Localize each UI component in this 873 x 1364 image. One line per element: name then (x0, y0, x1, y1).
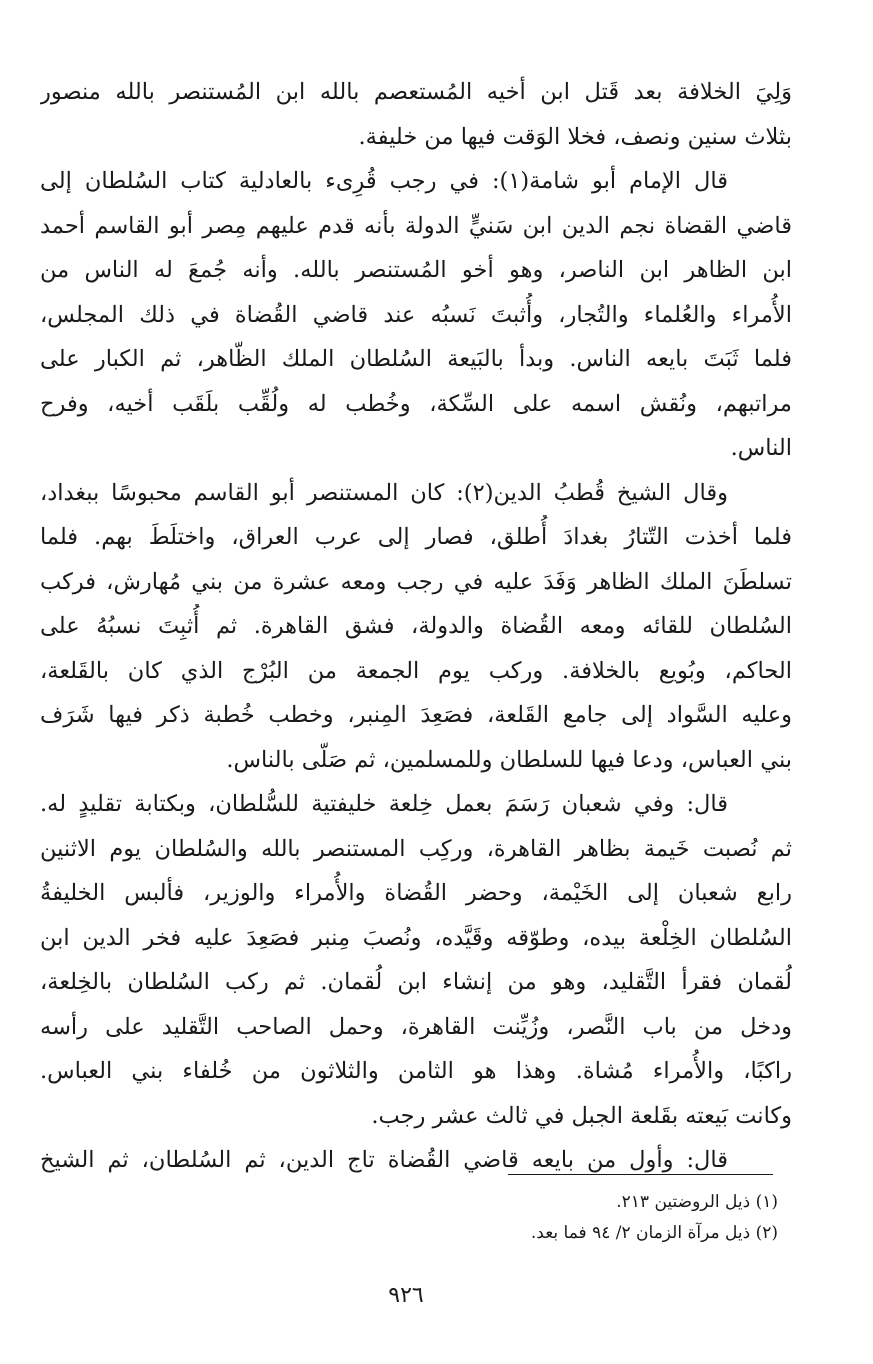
text-line: الحاكم، وبُويع بالخلافة. وركب يوم الجمعة من البُرْج الذي كان بالقَلعة، (40, 657, 792, 684)
footnote-separator (508, 1174, 773, 1175)
text-line: قاضي القضاة نجم الدين ابن سَنيٍّ الدولة بأنه قدم عليهم مِصر أبو القاسم أحمد (40, 212, 792, 239)
text-line: الناس. (730, 435, 792, 461)
text-line: ودخل من باب النَّصر، وزُيِّنت القاهرة، وحمل الصاحب التَّقليد على رأسه (40, 1013, 792, 1040)
text-line: السُلطان للقائه ومعه القُضاة والدولة، فشق القاهرة. ثم أُثبِتَ نسبُهُ على (40, 613, 792, 639)
text-line: لُقمان فقرأ التَّقليد، وهو من إنشاء ابن لُقمان. ثم ركب السُلطان بالخِلعة، (40, 969, 792, 995)
text-line: راكبًا، والأُمراء مُشاة. وهذا هو الثامن والثلاثون من خُلفاء بني العباس. (40, 1058, 792, 1084)
text-line: قال الإمام أبو شامة(١): في رجب قُرِىء بالعادلية كتاب السُلطان إلى (40, 168, 728, 194)
text-line: وقال الشيخ قُطبُ الدين(٢): كان المستنصر أبو القاسم محبوسًا ببغداد، (40, 479, 728, 506)
text-line: بني العباس، ودعا فيها للسلطان وللمسلمين، ثم صَلّى بالناس. (226, 746, 792, 773)
text-line: ابن الظاهر ابن الناصر، وهو أخو المُستنصر بالله. وأنه جُمعَ له الناس من (40, 257, 792, 283)
text-line: وكانت بَيعته بقَلعة الجبل في ثالث عشر رجب. (371, 1102, 792, 1129)
text-line: مراتبهم، ونُقش اسمه على السِّكة، وخُطب له ولُقِّب بلَقَب أخيه، وفرح (40, 390, 792, 417)
text-line: فلما ثَبَتَ بايعه الناس. وبدأ بالبَيعة السُلطان الملك الظّاهر، ثم الكبار على (40, 346, 792, 372)
text-line: بثلاث سنين ونصف، فخلا الوَقت فيها من خليفة. (358, 123, 792, 150)
footnote-2: (٢) ذيل مرآة الزمان ٢/ ٩٤ فما بعد. (530, 1223, 778, 1243)
text-line: قال: وفي شعبان رَسَمَ بعمل خِلعة خليفتية للسُّلطان، وبكتابة تقليدٍ له. (40, 791, 728, 817)
text-line: وَلِيَ الخلافة بعد قَتل ابن أخيه المُستعصم بالله ابن المُستنصر بالله منصور (40, 79, 792, 105)
text-line: قال: وأول من بايعه قاضي القُضاة تاج الدين، ثم السُلطان، ثم الشيخ (40, 1147, 728, 1173)
text-line: ثم نُصبت خَيمة بظاهر القاهرة، وركِب المستنصر بالله والسُلطان يوم الاثنين (40, 835, 792, 862)
text-line: تسلطَنَ الملك الظاهر وَفَدَ عليه في رجب ومعه عشرة من بني مُهارش، فركب (40, 568, 792, 595)
text-line: فلما أخذت التّتارُ بغدادَ أُطلق، فصار إلى عرب العراق، واختلَطَ بهم. فلما (40, 524, 792, 550)
text-line: رابع شعبان إلى الخَيْمة، وحضر القُضاة والأُمراء والوزير، فألبس الخليفةُ (40, 880, 792, 906)
text-line: وعليه السَّواد إلى جامع القَلعة، فصَعِدَ المِنبر، وخطب خُطبة ذكر فيها شَرَف (40, 702, 792, 728)
page-number: ٩٢٦ (388, 1283, 424, 1308)
text-line: الأُمراء والعُلماء والتُجار، وأُثبتَ نَسبُه عند قاضي القُضاة في ذلك المجلس، (40, 301, 792, 328)
footnotes (300, 1187, 778, 1249)
main-text (40, 70, 792, 1183)
footnote-1: (١) ذيل الروضتين ٢١٣. (616, 1192, 778, 1212)
text-line: السُلطان الخِلْعة بيده، وطوّقه وقَيَّده، ونُصبَ مِنبر فصَعِدَ عليه فخر الدين ابن (40, 924, 792, 951)
